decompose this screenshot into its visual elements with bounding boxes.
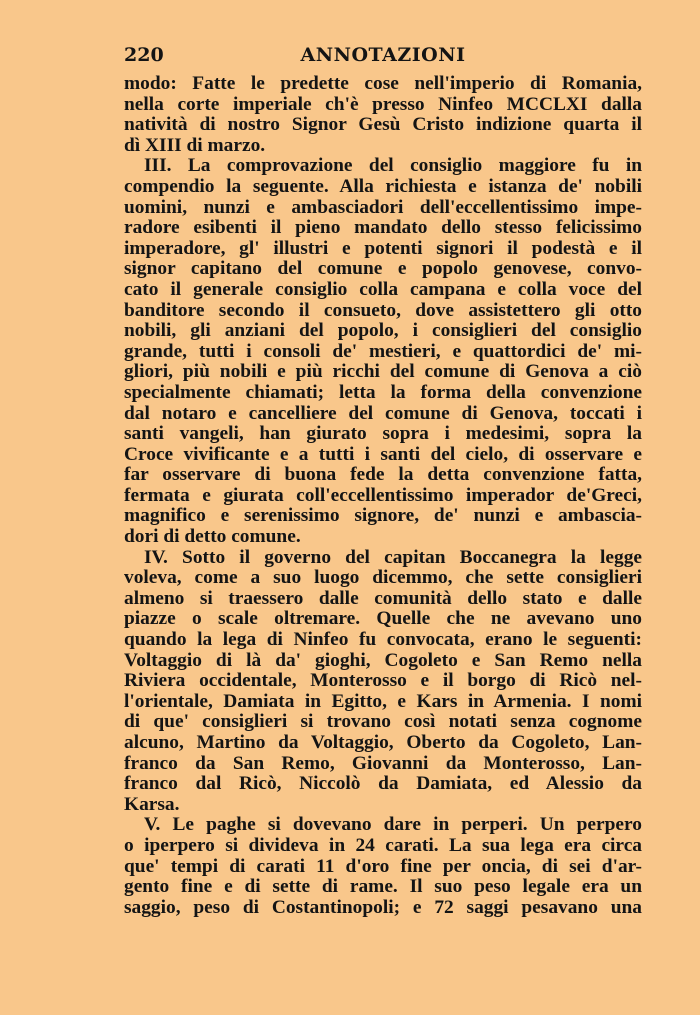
page-number: 220: [124, 44, 164, 66]
text-line: piazze o scale oltremare. Quelle che ne avevano uno: [124, 609, 642, 630]
paragraph: [124, 156, 642, 547]
text-line: compendio la seguente. Alla richiesta e istanza de' nobili: [124, 176, 642, 197]
text-line: Voltaggio di là da' gioghi, Cogoleto e San Remo nella: [124, 650, 642, 671]
text-line: cato il generale consiglio colla campana e colla voce del: [124, 279, 642, 300]
text-line: nobili, gli anziani del popolo, i consiglieri del consiglio: [124, 321, 642, 342]
text-line: Riviera occidentale, Monterosso e il borgo di Ricò nel-: [124, 671, 642, 692]
text-line: dal notaro e cancelliere del comune di Genova, toccati i: [124, 403, 642, 424]
text-line: l'orientale, Damiata in Egitto, e Kars in Armenia. I nomi: [124, 691, 642, 712]
text-line: imperadore, gl' illustri e potenti signori il podestà e il: [124, 238, 642, 259]
text-line: grande, tutti i consoli de' mestieri, e quattordici de' mi-: [124, 341, 642, 362]
text-line: santi vangeli, han giurato sopra i medesimi, sopra la: [124, 424, 642, 445]
text-line: radore esibenti il pieno mandato dello stesso felicissimo: [124, 218, 642, 239]
text-line: far osservare di buona fede la detta convenzione fatta,: [124, 465, 642, 486]
text-line: Karsa.: [124, 794, 180, 815]
text-line: Croce vivificante e a tutti i santi del cielo, di osservare e: [124, 444, 642, 465]
text-line: franco dal Ricò, Niccolò da Damiata, ed Alessio da: [124, 774, 642, 795]
text-line: almeno si traessero dalle comunità dello stato e dalle: [124, 588, 642, 609]
text-line: III. La comprovazione del consiglio maggiore fu in: [144, 156, 642, 177]
paragraph: [124, 548, 642, 816]
text-line: specialmente chiamati; letta la forma della convenzione: [124, 382, 642, 403]
text-line: magnifico e serenissimo signore, de' nunzi e ambascia-: [124, 506, 642, 527]
text-line: gliori, più nobili e più ricchi del comune di Genova a ciò: [124, 362, 642, 383]
text-line: di que' consiglieri si trovano così notati senza cognome: [124, 712, 642, 733]
page-header: [124, 44, 642, 72]
paragraph: [124, 74, 642, 156]
text-line: banditore secondo il consueto, dove assistettero gli otto: [124, 300, 642, 321]
text-line: gento fine e di sette di rame. Il suo peso legale era un: [124, 877, 642, 898]
text-line: natività di nostro Signor Gesù Cristo indizione quarta il: [124, 115, 642, 136]
text-line: V. Le paghe si dovevano dare in perperi. Un perpero: [144, 815, 642, 836]
text-line: dì XIII di marzo.: [124, 135, 266, 156]
body-text: [124, 74, 642, 918]
paragraph: [124, 815, 642, 918]
text-line: uomini, nunzi e ambasciadori dell'eccellentissimo impe-: [124, 197, 642, 218]
text-line: modo: Fatte le predette cose nell'imperio di Romania,: [124, 74, 642, 94]
running-title: ANNOTAZIONI: [300, 44, 466, 66]
text-line: voleva, come a suo luogo dicemmo, che sette consiglieri: [124, 568, 642, 589]
text-line: fermata e giurata coll'eccellentissimo imperador de'Greci,: [124, 485, 642, 506]
text-line: IV. Sotto il governo del capitan Boccanegra la legge: [144, 547, 642, 568]
text-line: saggio, peso di Costantinopoli; e 72 saggi pesavano una: [124, 897, 642, 918]
text-line: nella corte imperiale ch'è presso Ninfeo MCCLXI dalla: [124, 94, 642, 115]
text-line: que' tempi di carati 11 d'oro fine per oncia, di sei d'ar-: [124, 856, 642, 877]
text-line: quando la lega di Ninfeo fu convocata, erano le seguenti:: [124, 630, 642, 651]
text-line: alcuno, Martino da Voltaggio, Oberto da Cogoleto, Lan-: [124, 733, 642, 753]
text-line: franco da San Remo, Giovanni da Monterosso, Lan-: [124, 753, 642, 774]
text-line: signor capitano del comune e popolo genovese, convo-: [124, 259, 642, 280]
book-page: [124, 44, 642, 918]
text-line: dori di detto comune.: [124, 527, 301, 548]
text-line: o iperpero si divideva in 24 carati. La sua lega era circa: [124, 835, 642, 856]
